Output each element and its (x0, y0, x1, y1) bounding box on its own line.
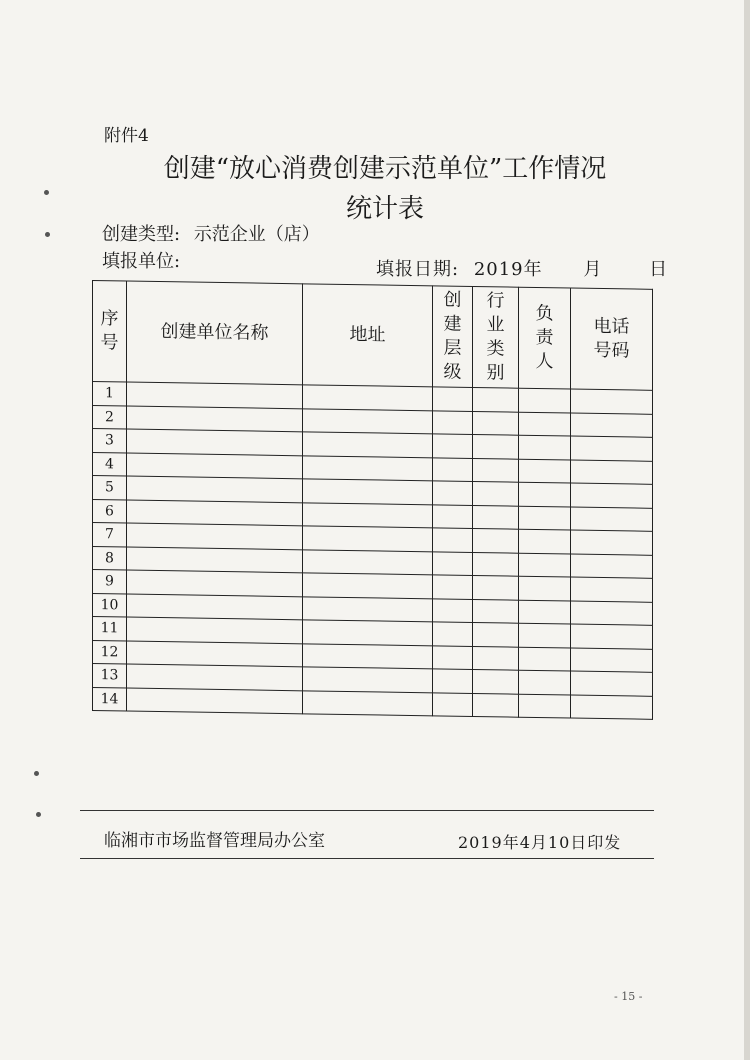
row-phone[interactable] (571, 460, 653, 485)
row-serial: 9 (93, 570, 127, 594)
row-unit-name[interactable] (127, 523, 303, 549)
row-industry[interactable] (473, 599, 519, 623)
row-level[interactable] (433, 481, 473, 505)
row-unit-name[interactable] (127, 688, 303, 714)
header-serial: 序号 (93, 281, 127, 383)
issued-date: 2019年4月10日印发 (458, 833, 622, 852)
row-serial: 7 (93, 523, 127, 547)
row-address[interactable] (303, 432, 433, 458)
row-industry[interactable] (473, 646, 519, 670)
row-serial: 5 (93, 476, 127, 500)
divider-top (80, 810, 654, 811)
row-level[interactable] (433, 598, 473, 622)
scan-speck (34, 771, 39, 776)
row-person[interactable] (519, 388, 571, 412)
row-level[interactable] (433, 575, 473, 599)
row-industry[interactable] (473, 552, 519, 576)
row-industry[interactable] (473, 387, 519, 411)
row-level[interactable] (433, 410, 473, 434)
row-person[interactable] (519, 694, 571, 718)
header-person: 负责人 (519, 287, 571, 389)
row-serial: 4 (93, 452, 127, 476)
row-phone[interactable] (571, 483, 653, 508)
row-address[interactable] (303, 385, 433, 411)
fill-date-label: 填报日期: (376, 259, 460, 280)
row-level[interactable] (433, 645, 473, 669)
row-phone[interactable] (571, 554, 653, 579)
row-serial: 1 (93, 382, 127, 406)
header-address: 地址 (303, 284, 433, 387)
row-industry[interactable] (473, 622, 519, 646)
row-serial: 3 (93, 429, 127, 453)
fill-date-line (376, 255, 668, 281)
row-unit-name[interactable] (127, 641, 303, 667)
row-address[interactable] (303, 408, 433, 434)
create-type-value: 示范企业（店） (193, 224, 320, 245)
header-level: 创建层级 (433, 286, 473, 388)
month-char: 月 (583, 259, 603, 280)
document-subtitle: 统计表 (345, 194, 424, 224)
row-serial: 6 (93, 499, 127, 523)
row-phone[interactable] (571, 577, 653, 602)
row-level[interactable] (433, 622, 473, 646)
row-unit-name[interactable] (127, 382, 303, 408)
row-unit-name[interactable] (127, 594, 303, 620)
row-level[interactable] (433, 387, 473, 411)
row-phone[interactable] (571, 507, 653, 532)
row-industry[interactable] (473, 411, 519, 435)
row-person[interactable] (519, 600, 571, 624)
row-industry[interactable] (473, 505, 519, 529)
row-level[interactable] (433, 434, 473, 458)
attachment-label: 附件4 (104, 126, 149, 146)
create-type-line (102, 220, 320, 246)
header-industry: 行业类别 (473, 286, 519, 388)
row-person[interactable] (519, 553, 571, 577)
row-phone[interactable] (571, 413, 653, 438)
row-person[interactable] (519, 529, 571, 553)
row-phone[interactable] (571, 648, 653, 673)
row-address[interactable] (303, 690, 433, 716)
row-phone[interactable] (571, 601, 653, 626)
row-serial: 10 (93, 593, 127, 617)
row-person[interactable] (519, 459, 571, 483)
row-industry[interactable] (473, 669, 519, 693)
row-serial: 11 (93, 617, 127, 641)
row-serial: 8 (93, 546, 127, 570)
row-phone[interactable] (571, 389, 653, 414)
row-level[interactable] (433, 692, 473, 716)
row-address[interactable] (303, 667, 433, 693)
row-unit-name[interactable] (127, 429, 303, 455)
scan-speck (45, 232, 50, 237)
row-industry[interactable] (473, 693, 519, 717)
fill-unit-line (102, 247, 180, 273)
fill-date-year: 2019 (473, 259, 524, 280)
row-serial: 12 (93, 640, 127, 664)
row-industry[interactable] (473, 434, 519, 458)
row-serial: 2 (93, 405, 127, 429)
row-unit-name[interactable] (127, 664, 303, 690)
row-person[interactable] (519, 506, 571, 530)
row-person[interactable] (519, 576, 571, 600)
row-phone[interactable] (571, 671, 653, 696)
row-unit-name[interactable] (127, 570, 303, 596)
row-person[interactable] (519, 435, 571, 459)
row-serial: 14 (93, 687, 127, 711)
row-phone[interactable] (571, 436, 653, 461)
year-char: 年 (523, 259, 543, 280)
row-address[interactable] (303, 596, 433, 622)
row-unit-name[interactable] (127, 476, 303, 502)
row-person[interactable] (519, 623, 571, 647)
divider-bottom (80, 858, 654, 859)
row-address[interactable] (303, 549, 433, 575)
document-title: 创建“放心消费创建示范单位”工作情况 (163, 154, 607, 184)
row-unit-name[interactable] (127, 617, 303, 643)
row-address[interactable] (303, 502, 433, 528)
row-unit-name[interactable] (127, 453, 303, 479)
header-unit-name: 创建单位名称 (127, 281, 303, 385)
row-address[interactable] (303, 620, 433, 646)
day-char: 日 (649, 259, 669, 280)
table-header-row (93, 281, 653, 391)
row-address[interactable] (303, 455, 433, 481)
header-phone: 电话号码 (571, 288, 653, 390)
row-address[interactable] (303, 479, 433, 505)
row-address[interactable] (303, 643, 433, 669)
row-serial: 13 (93, 664, 127, 688)
row-address[interactable] (303, 526, 433, 552)
fill-unit-label: 填报单位: (102, 251, 181, 272)
row-person[interactable] (519, 647, 571, 671)
statistics-table (92, 280, 653, 720)
row-person[interactable] (519, 482, 571, 506)
page-number: - 15 - (614, 990, 643, 1003)
row-industry[interactable] (473, 528, 519, 552)
row-unit-name[interactable] (127, 406, 303, 432)
row-phone[interactable] (571, 624, 653, 649)
row-level[interactable] (433, 669, 473, 693)
row-unit-name[interactable] (127, 547, 303, 573)
issuer: 临湘市市场监督管理局办公室 (104, 831, 325, 851)
row-person[interactable] (519, 412, 571, 436)
row-level[interactable] (433, 528, 473, 552)
row-unit-name[interactable] (127, 500, 303, 526)
row-phone[interactable] (571, 530, 653, 555)
row-person[interactable] (519, 670, 571, 694)
scan-speck (36, 812, 41, 817)
row-industry[interactable] (473, 458, 519, 482)
row-level[interactable] (433, 457, 473, 481)
row-level[interactable] (433, 551, 473, 575)
row-address[interactable] (303, 573, 433, 599)
row-industry[interactable] (473, 575, 519, 599)
row-phone[interactable] (571, 695, 653, 720)
row-industry[interactable] (473, 481, 519, 505)
create-type-label: 创建类型: (102, 224, 181, 245)
row-level[interactable] (433, 504, 473, 528)
